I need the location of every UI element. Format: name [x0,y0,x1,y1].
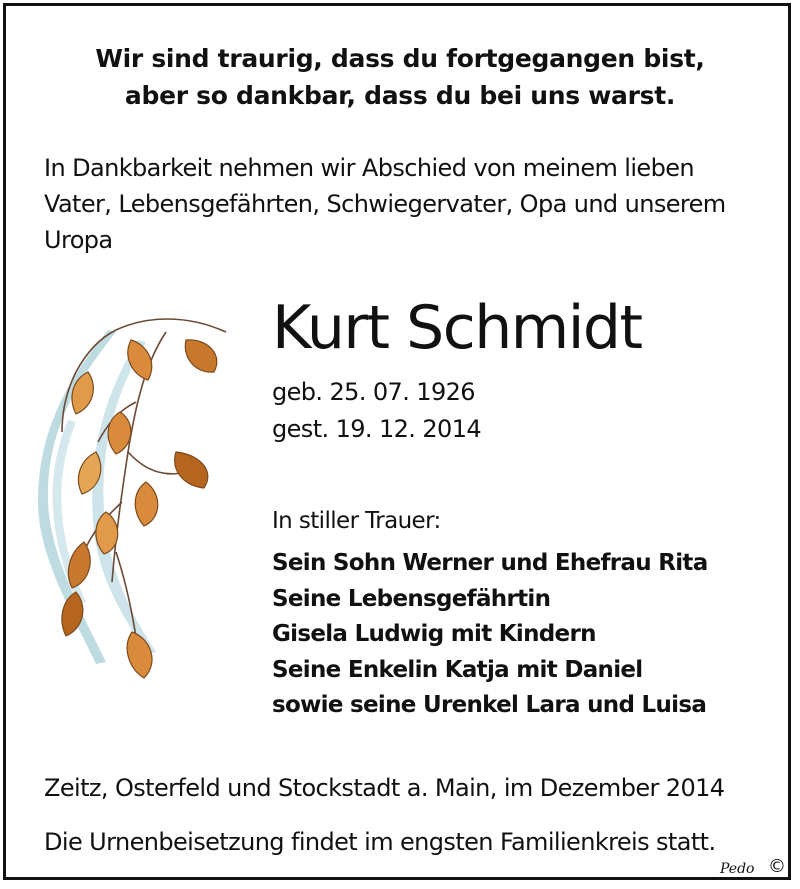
intro-text [44,150,774,258]
place-date: Zeitz, Osterfeld und Stockstadt a. Main, im Dezember 2014 [44,774,725,802]
mourner-line: Seine Lebensgefährtin [272,585,551,612]
mourner-line: Sein Sohn Werner und Ehefrau Rita [272,550,708,576]
copyright-mark: © [768,856,786,877]
notice-frame [3,3,791,880]
intro-line: Uropa [44,226,113,254]
leaf [127,632,152,678]
mourner-line: Gisela Ludwig mit Kindern [272,621,596,647]
mourner-line: Seine Enkelin Katja mit Daniel [272,656,643,683]
leaf [128,340,152,380]
life-dates [272,374,481,448]
mourning-label: In stiller Trauer: [272,508,441,534]
mourner-line: sowie seine Urenkel Lara und Luisa [272,692,707,718]
deceased-name: Kurt Schmidt [272,293,642,363]
leaf [96,512,118,554]
leaf [175,452,208,488]
leaf [68,542,90,588]
intro-line: In Dankbarkeit nehmen wir Abschied von meinem lieben [44,154,694,182]
mourners-list [272,546,708,724]
motto [6,40,794,114]
motto-line: aber so dankbar, dass du bei uns warst. [124,81,676,110]
leaf [135,482,158,526]
intro-line: Vater, Lebensgefährten, Schwiegervater, Opa und unserem [44,190,726,218]
leaves-illustration [36,302,236,702]
motto-line: Wir sind traurig, dass du fortgegangen bist, [95,44,705,73]
death-date: gest. 19. 12. 2014 [272,415,482,443]
designer-signature: Pedo [720,861,755,877]
burial-note: Die Urnenbeisetzung findet im engsten Familienkreis statt. [44,828,716,856]
birth-date: geb. 25. 07. 1926 [272,378,475,406]
leaf [185,340,217,372]
